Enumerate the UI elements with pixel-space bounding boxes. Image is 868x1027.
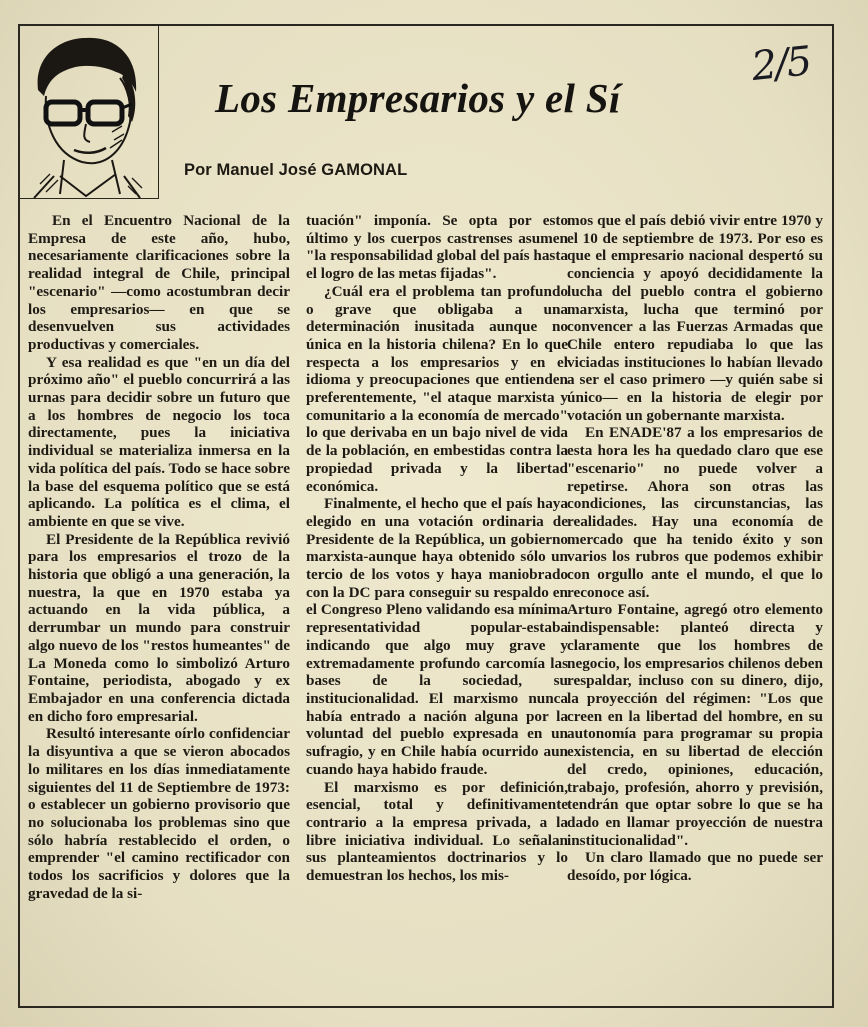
column-2 bbox=[306, 212, 568, 885]
paragraph: En el Encuentro Nacional de la Empresa de este año, hubo, necesariamente clarificaciones sobre la realidad integral de Chile, principal "escenario" —como acostumbran decir los empresarios— en que se desenvuelven sus actividades productivas y comerciales. bbox=[28, 212, 290, 353]
paragraph: tuación" imponía. Se opta por esto último y los cuerpos castrenses asumen "la responsabilidad global del país hasta el logro de las metas fijadas". bbox=[306, 212, 568, 283]
paragraph: Resultó interesante oírlo confidenciar la disyuntiva a que se vieron abocados lo militares en los días inmediatamente siguientes del 11 de Septiembre de 1973: o establecer un gobierno provisorio que no solucionaba los problemas sino que sólo habría restablecido el orden, o emprender "el camino rectificador con todos los sacrificios y dolores que la gravedad de la si- bbox=[28, 725, 290, 902]
paragraph: mos que el país debió vivir entre 1970 y el 10 de septiembre de 1973. Por eso es que el empresario nacional despertó su conciencia y apoyó decididamente la lucha del pueblo contra el gobierno marxista, lucha que terminó por convencer a las Fuerzas Armadas que Chile entero repudiaba lo que las viciadas instituciones lo habían llevado a ser el caso primero —y quién sabe si único— en la historia de elegir por votación un gobernante marxista. bbox=[567, 212, 823, 424]
column-1 bbox=[28, 212, 290, 902]
paragraph: Un claro llamado que no puede ser desoído, por lógica. bbox=[567, 849, 823, 885]
article-title: Los Empresarios y el Sí bbox=[215, 75, 621, 121]
paragraph: El Presidente de la República revivió para los empresarios el trozo de la historia que obligó a una generación, la nuestra, la que en 1970 estaba ya actuando en la vida pública, a derrumbar un mundo para construir algo nuevo de los "restos humeantes" de La Moneda como lo simbolizó Arturo Fontaine, periodista, abogado y ex Embajador en una conferencia dictada en dicho foro empresarial. bbox=[28, 530, 290, 725]
paragraph: En ENADE'87 a los empresarios de esta hora les ha quedado claro que ese "escenario" no puede volver a repetirse. Ahora son otras las condiciones, las circunstancias, las realidades. Hay una economía de mercado que ha tenido éxito y son varios los rubros que podemos exhibir con orgullo ante el mundo, el que lo reconoce así. bbox=[567, 424, 823, 601]
author-portrait bbox=[20, 26, 159, 199]
paragraph: Arturo Fontaine, agregó otro elemento indispensable: planteó directa y claramente que los hombres de negocio, los empresarios chilenos deben respaldar, incluso con su dinero, dijo, la proyección del régimen: "Los que creen en la libertad del hombre, en su autonomía para programar su propia existencia, en su libertad de elección del credo, opiniones, educación, trabajo, profesión, ahorro y previsión, tendrán que optar sobre lo que se ha dado en llamar proyección de nuestra institucionalidad". bbox=[567, 601, 823, 849]
article-byline: Por Manuel José GAMONAL bbox=[184, 161, 408, 179]
paragraph: ¿Cuál era el problema tan profundo o grave que obligaba a una determinación inusitada aunque no única en la historia chilena? En lo que respecta a los empresarios y en el idioma y preocupaciones que entienden preferentemente, "el ataque marxista y comunitario a la economía de mercado" lo que derivaba en un bajo nivel de vida de la población, en embestidas contra la propiedad privada y la libertad económica. bbox=[306, 282, 568, 495]
paragraph: Y esa realidad es que "en un día del próximo año" el pueblo concurrirá a las urnas para decidir sobre un futuro que a los hombres de negocio los toca directamente, pues la iniciativa individual se materializa inmersa en la vida política del país. Todo se hace sobre la base del esquema político que se está aplicando. La política es el clima, el ambiente en que se vive. bbox=[28, 353, 290, 530]
left-border-rule bbox=[18, 198, 20, 1004]
author-sketch-illustration bbox=[20, 26, 158, 198]
column-3 bbox=[567, 212, 823, 885]
paragraph: Finalmente, el hecho que el país haya elegido en una votación ordinaria de Presidente de la República, un gobierno marxista-aunque haya obtenido sólo un tercio de los votos y haya maniobrado con la DC para conseguir su respaldo en el Congreso Pleno validando esa mínima representatividad popular-estaba indicando que algo muy grave y extremadamente profundo carcomía las bases de la sociedad, su institucionalidad. El marxismo nunca había entrado a nación alguna por la voluntad del pueblo expresada en un sufragio, y en Chile había ocurrido aun cuando haya habido fraude. bbox=[306, 495, 568, 778]
handwritten-page-note: 2/5 bbox=[749, 38, 813, 91]
paragraph: El marxismo es por definición, esencial, total y definitivamente contrario a la empresa privada, a la libre iniciativa individual. Lo señalan sus planteamientos doctrinarios y lo demuestran los hechos, los mis- bbox=[306, 778, 568, 885]
